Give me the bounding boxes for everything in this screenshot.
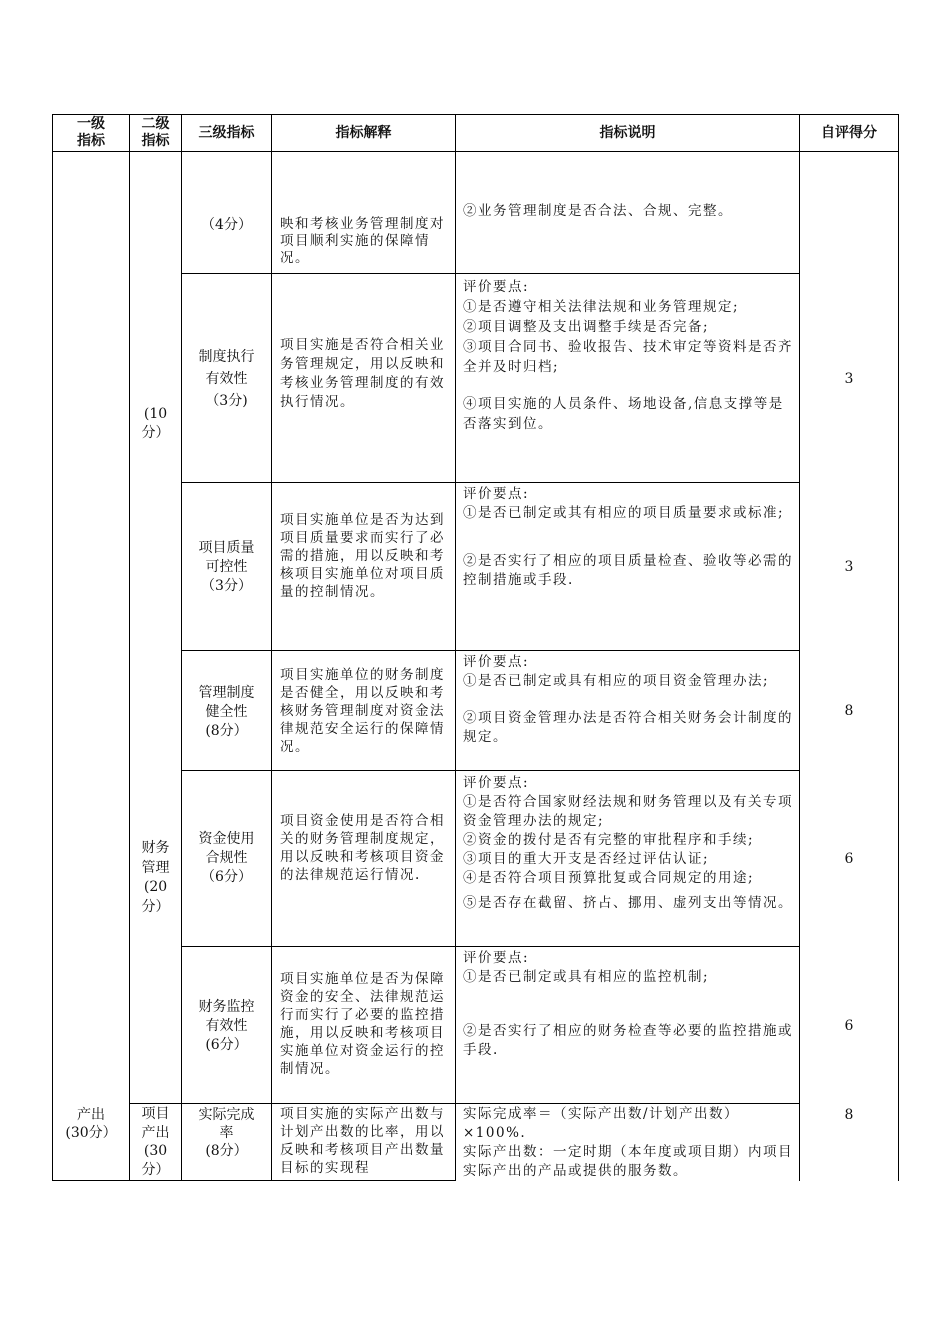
description-line: 评价要点: (463, 950, 530, 966)
description-line: ①是否已制定或具有相应的项目资金管理办法; (463, 673, 770, 689)
level3-label: 制度执行 有效性 （3分) (198, 349, 255, 409)
score-value: 3 (844, 558, 854, 575)
header-explanation: 指标解释 (335, 124, 392, 141)
header-bottom-line (52, 151, 899, 152)
description-line: 评价要点: (463, 486, 530, 502)
level3-label: 资金使用 合规性 （6分） (198, 830, 255, 885)
row-divider (181, 770, 799, 771)
table-border-bottom (52, 1180, 456, 1181)
explanation-text: 项目实施单位的财务制度是否健全，用以反映和考核财务管理制度对资金法律规范安全运行的保障情况。 (280, 667, 445, 755)
header-score: 自评得分 (821, 124, 877, 141)
table-border-right (898, 114, 899, 1181)
description-line: ②资金的拨付是否有完整的审批程序和手续; (463, 832, 755, 848)
description-line: ⑤是否存在截留、挤占、挪用、虚列支出等情况。 (463, 895, 793, 911)
description-line: ②项目调整及支出调整手续是否完备; (463, 319, 710, 335)
col-divider (271, 114, 272, 1181)
description-text (463, 1105, 795, 1180)
level3-label: 项目质量 可控性 （3分） (198, 539, 255, 594)
table-border-left (52, 114, 53, 1181)
description-line: 评价要点: (463, 279, 530, 295)
header-level1: 一级 指标 (77, 116, 105, 149)
score-value: 8 (844, 702, 854, 719)
description-line: 评价要点: (463, 654, 530, 670)
description-line: ②是否实行了相应的项目质量检查、验收等必需的控制措施或手段. (463, 553, 793, 588)
description-text (463, 653, 795, 747)
explanation-text: 项目实施单位是否为达到项目质量要求而实行了必需的措施，用以反映和考核项目实施单位对项目质量的控制情况。 (280, 512, 445, 600)
description-line: ①是否符合国家财经法规和财务管理以及有关专项资金管理办法的规定; (463, 794, 793, 829)
description-line: 实际产出数：一定时期（本年度或项目期）内项目实际产出的产品或提供的服务数。 (463, 1144, 793, 1179)
col-divider (455, 114, 456, 1181)
score-value: 6 (844, 1017, 854, 1034)
explanation-text: 项目实施单位是否为保障资金的安全、法律规范运行而实行了必要的监控措施，用以反映和考核项目实施单位对资金运行的控制情况。 (280, 971, 445, 1077)
description-text (463, 485, 795, 590)
description-line: ④是否符合项目预算批复或合同规定的用途; (463, 870, 755, 886)
description-line: ④项目实施的人员条件、场地设备,信息支撑等是否落实到位。 (463, 396, 784, 432)
level3-label: 实际完成 率 (8分） (198, 1107, 255, 1159)
description-line: ①是否已制定或其有相应的项目质量要求或标准; (463, 505, 785, 521)
header-description: 指标说明 (599, 124, 656, 141)
explanation-text: 项目资金使用是否符合相关的财务管理制度规定，用以反映和考核项目资金的法律规范运行情况. (280, 813, 445, 883)
level3-label: （4分） (201, 216, 252, 233)
explanation-text: 项目实施是否符合相关业务管理规定，用以反映和考核业务管理制度的有效执行情况。 (280, 337, 445, 410)
col-divider (129, 114, 130, 1181)
description-text (463, 277, 795, 434)
row-divider (181, 650, 799, 651)
description-line: ①是否遵守相关法律法规和业务管理规定; (463, 299, 740, 315)
explanation-text: 项目实施的实际产出数与计划产出数的比率，用以反映和考核项目产出数量目标的实现程 (280, 1106, 445, 1176)
description-line: ②项目资金管理办法是否符合相关财务会计制度的规定。 (463, 710, 793, 745)
row-divider (181, 946, 799, 947)
description-text (463, 774, 795, 913)
description-line: ②是否实行了相应的财务检查等必要的监控措施或手段. (463, 1023, 793, 1058)
description-line: ②业务管理制度是否合法、合规、完整。 (463, 203, 733, 219)
score-value: 6 (844, 850, 854, 867)
level3-label: 财务监控 有效性 (6分） (198, 998, 255, 1053)
description-text (463, 203, 795, 220)
explanation-text: 映和考核业务管理制度对项目顺利实施的保障情况。 (280, 216, 445, 266)
row-divider (181, 482, 799, 483)
description-line: ③项目的重大开支是否经过评估认证; (463, 851, 710, 867)
description-line: ①是否已制定或具有相应的监控机制; (463, 969, 710, 985)
header-level2: 二级 指标 (141, 116, 170, 149)
level2-label: (10 分） (141, 406, 170, 441)
description-text (463, 949, 795, 1060)
score-value: 8 (844, 1106, 854, 1123)
level1-label: 产出 (30分） (65, 1107, 117, 1141)
level2-label: 财务 管理 (20 分） (141, 840, 170, 915)
level2-label: 项目 产出 (30 分） (141, 1106, 170, 1178)
row-divider (181, 273, 799, 274)
description-line: ③项目合同书、验收报告、技术审定等资料是否齐全并及时归档; (463, 339, 793, 375)
description-line: 实际完成率＝（实际产出数/计划产出数）×100%. (463, 1106, 740, 1141)
header-level3: 三级指标 (198, 124, 255, 141)
level3-label: 管理制度 健全性 (8分） (198, 684, 255, 739)
description-line: 评价要点: (463, 775, 530, 791)
score-value: 3 (844, 370, 854, 387)
